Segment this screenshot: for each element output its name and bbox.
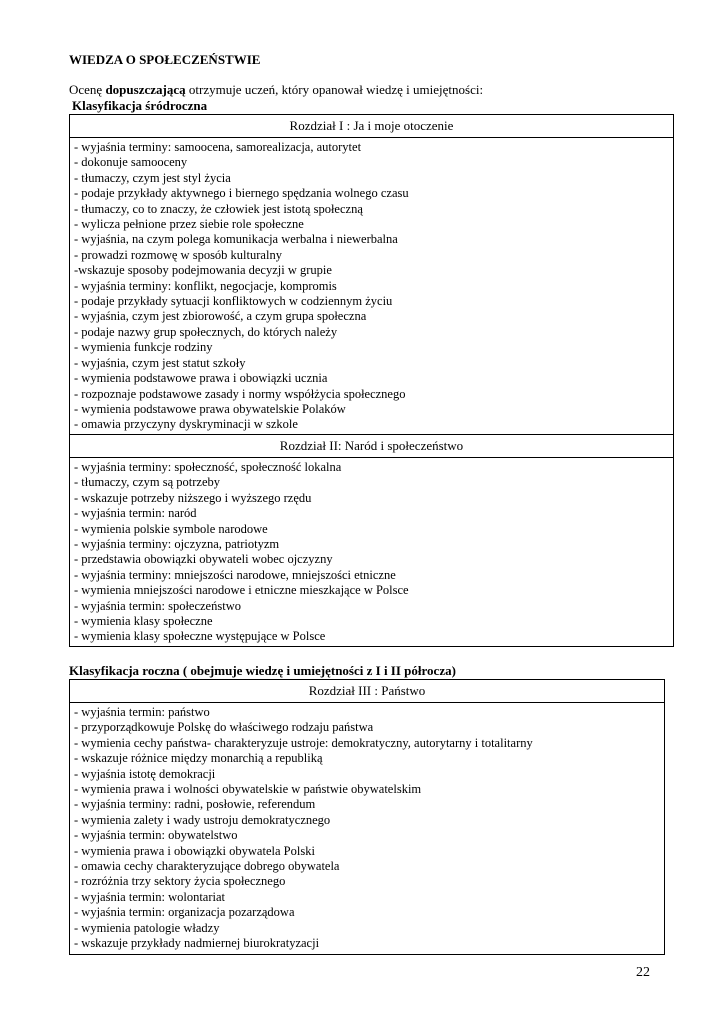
list-item: - wymienia klasy społeczne występujące w Polsce <box>74 629 326 644</box>
list-item: - wyjaśnia terminy: radni, posłowie, referendum <box>74 797 316 812</box>
list-item: - przedstawia obowiązki obywateli wobec ojczyzny <box>74 552 333 567</box>
list-item: - wymienia prawa i wolności obywatelskie w państwie obywatelskim <box>74 782 422 797</box>
list-item: - wyjaśnia terminy: mniejszości narodowe, mniejszości etniczne <box>74 567 396 582</box>
list-item: - wyjaśnia terminy: samoocena, samorealizacja, autorytet <box>74 140 362 154</box>
list-item: - wymienia polskie symbole narodowe <box>74 521 268 536</box>
intro-text-after: otrzymuje uczeń, który opanował wiedzę i umiejętności: <box>185 82 484 97</box>
list-item: - wyjaśnia terminy: konflikt, negocjacje, kompromis <box>74 278 337 293</box>
list-item: - wylicza pełnione przez siebie role społeczne <box>74 217 304 232</box>
list-item: - podaje nazwy grup społecznych, do których należy <box>74 324 338 339</box>
list-item: - wymienia podstawowe prawa obywatelskie Polaków <box>74 401 346 416</box>
requirements-list <box>70 138 673 433</box>
list-item: - wyjaśnia terminy: ojczyzna, patriotyzm <box>74 537 280 552</box>
list-item: - wymienia zalety i wady ustroju demokratycznego <box>74 812 331 827</box>
list-item: - wskazuje różnice między monarchią a republiką <box>74 751 323 766</box>
list-item: - wskazuje potrzeby niższego i wyższego rzędu <box>74 490 312 505</box>
section-box-1 <box>69 114 674 435</box>
list-item: - wyjaśnia termin: społeczeństwo <box>74 598 241 613</box>
list-item: - wyjaśnia termin: organizacja pozarządowa <box>74 905 295 920</box>
list-item: -wskazuje sposoby podejmowania decyzji w grupie <box>74 263 332 278</box>
list-item: - tłumaczy, co to znaczy, że człowiek jest istotą społeczną <box>74 201 363 216</box>
list-item: - podaje przykłady sytuacji konfliktowych w codziennym życiu <box>74 294 393 309</box>
list-item: - prowadzi rozmowę w sposób kulturalny <box>74 247 282 262</box>
list-item: - wymienia funkcje rodziny <box>74 340 213 355</box>
list-item: - tłumaczy, czym są potrzeby <box>74 475 221 490</box>
page-title: WIEDZA O SPOŁECZEŃSTWIE <box>69 52 261 67</box>
section-box-3 <box>69 679 665 955</box>
list-item: - tłumaczy, czym jest styl życia <box>74 170 231 185</box>
list-item: - wyjaśnia, czym jest statut szkoły <box>74 355 246 370</box>
page-number: 22 <box>636 965 650 980</box>
requirements-list <box>70 458 673 645</box>
list-item: - wymienia prawa i obowiązki obywatela Polski <box>74 843 315 858</box>
list-item: - wyjaśnia terminy: społeczność, społeczność lokalna <box>74 460 342 474</box>
list-item: - wyjaśnia termin: państwo <box>74 705 210 719</box>
requirements-list <box>70 703 664 952</box>
list-item: - omawia cechy charakteryzujące dobrego obywatela <box>74 859 340 874</box>
section-title: Rozdział II: Naród i społeczeństwo <box>70 435 673 458</box>
list-item: - rozróżnia trzy sektory życia społecznego <box>74 874 286 889</box>
list-item: - wyjaśnia istotę demokracji <box>74 766 216 781</box>
list-item: - rozpoznaje podstawowe zasady i normy współżycia społecznego <box>74 386 406 401</box>
list-item: - wymienia patologie władzy <box>74 920 220 935</box>
section-box-2 <box>69 434 674 647</box>
list-item: - dokonuje samooceny <box>74 155 188 170</box>
list-item: - wyjaśnia termin: wolontariat <box>74 889 226 904</box>
list-item: - wyjaśnia termin: naród <box>74 506 197 521</box>
annual-heading: Klasyfikacja roczna ( obejmuje wiedzę i umiejętności z I i II półrocza) <box>69 663 456 678</box>
list-item: - wymienia klasy społeczne <box>74 614 213 629</box>
intro-paragraph <box>69 82 483 98</box>
list-item: - wymienia mniejszości narodowe i etniczne mieszkające w Polsce <box>74 583 409 598</box>
list-item: - wymienia cechy państwa- charakteryzuje ustroje: demokratyczny, autorytarny i totalitarny <box>74 735 533 750</box>
list-item: - wyjaśnia, czym jest zbiorowość, a czym grupa społeczna <box>74 309 367 324</box>
list-item: - omawia przyczyny dyskryminacji w szkole <box>74 417 298 432</box>
section-title: Rozdział III : Państwo <box>70 680 664 703</box>
list-item: - przyporządkowuje Polskę do właściwego rodzaju państwa <box>74 720 374 735</box>
intro-text-before: Ocenę <box>69 82 106 97</box>
list-item: - wymienia podstawowe prawa i obowiązki ucznia <box>74 371 328 386</box>
midterm-heading: Klasyfikacja śródroczna <box>72 98 208 113</box>
grade-name: dopuszczającą <box>105 82 186 97</box>
list-item: - wyjaśnia termin: obywatelstwo <box>74 828 238 843</box>
list-item: - wskazuje przykłady nadmiernej biurokratyzacji <box>74 936 320 951</box>
list-item: - wyjaśnia, na czym polega komunikacja werbalna i niewerbalna <box>74 232 398 247</box>
section-title: Rozdział I : Ja i moje otoczenie <box>70 115 673 138</box>
list-item: - podaje przykłady aktywnego i biernego spędzania wolnego czasu <box>74 186 409 201</box>
